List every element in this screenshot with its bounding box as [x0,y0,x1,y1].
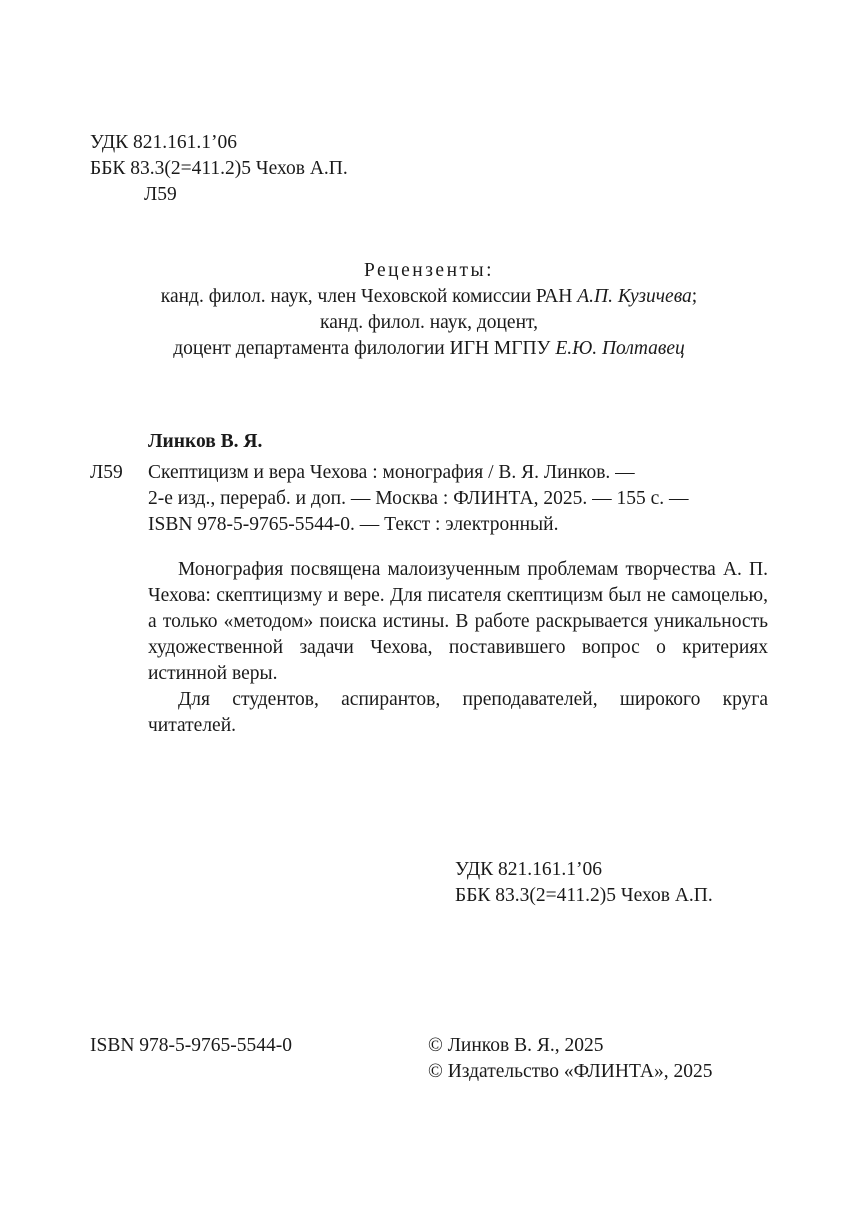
author-mark: Л59 [144,184,177,205]
annotation-paragraph-1: Монография посвящена малоизученным проблемам творчества А. П. Чехова: скептицизму и вере. Для писателя скептицизм был не самоцелью, а только «методом» поиска истины. В работе раскрывается уникальность художественной задачи Чехова, поставившего вопрос о критериях истинной веры. [148,559,768,684]
annotation-paragraph-2: Для студентов, аспирантов, преподавателей, широкого круга читателей. [148,689,768,736]
bibliographic-entry [148,460,768,538]
reviewer-2-name: Е.Ю. Полтавец [555,338,685,359]
bbk-code: ББК 83.3(2=411.2)5 Чехов А.П. [90,158,348,179]
reviewer-2-position: доцент департамента филологии ИГН МГПУ [173,338,556,359]
annotation [148,557,768,739]
bibliographic-line-2: 2-е изд., перераб. и доп. — Москва : ФЛИНТА, 2025. — 155 с. — [148,488,689,509]
reviewers-heading: Рецензенты: [363,260,495,281]
reviewer-2-credentials: канд. филол. наук, доцент, [320,312,538,333]
reviewer-1-credentials: канд. филол. наук, член Чеховской комиссии РАН [160,286,578,307]
copyright-author: © Линков В. Я., 2025 [428,1035,604,1056]
isbn: ISBN 978-5-9765-5544-0 [90,1035,293,1056]
classification-codes-bottom [455,857,713,909]
copyright-publisher: © Издательство «ФЛИНТА», 2025 [428,1061,713,1082]
bibliographic-mark: Л59 [90,462,123,483]
reviewer-1-separator: ; [691,286,698,307]
copyright-block [428,1033,712,1085]
reviewer-1 [90,284,768,310]
reviewer-2 [90,336,768,362]
bbk-code-bottom: ББК 83.3(2=411.2)5 Чехов А.П. [455,885,713,906]
reviewers-block [90,258,768,362]
bibliographic-line-1: Скептицизм и вера Чехова : монография / В. Я. Линков. — [148,462,635,483]
classification-codes-top [90,130,348,208]
reviewer-1-name: А.П. Кузичева [577,286,692,307]
udk-code: УДК 821.161.1’06 [90,132,238,153]
udk-code-bottom: УДК 821.161.1’06 [455,859,603,880]
bibliographic-line-3: ISBN 978-5-9765-5544-0. — Текст : электронный. [148,514,559,535]
bibliographic-author: Линков В. Я. [148,431,263,452]
